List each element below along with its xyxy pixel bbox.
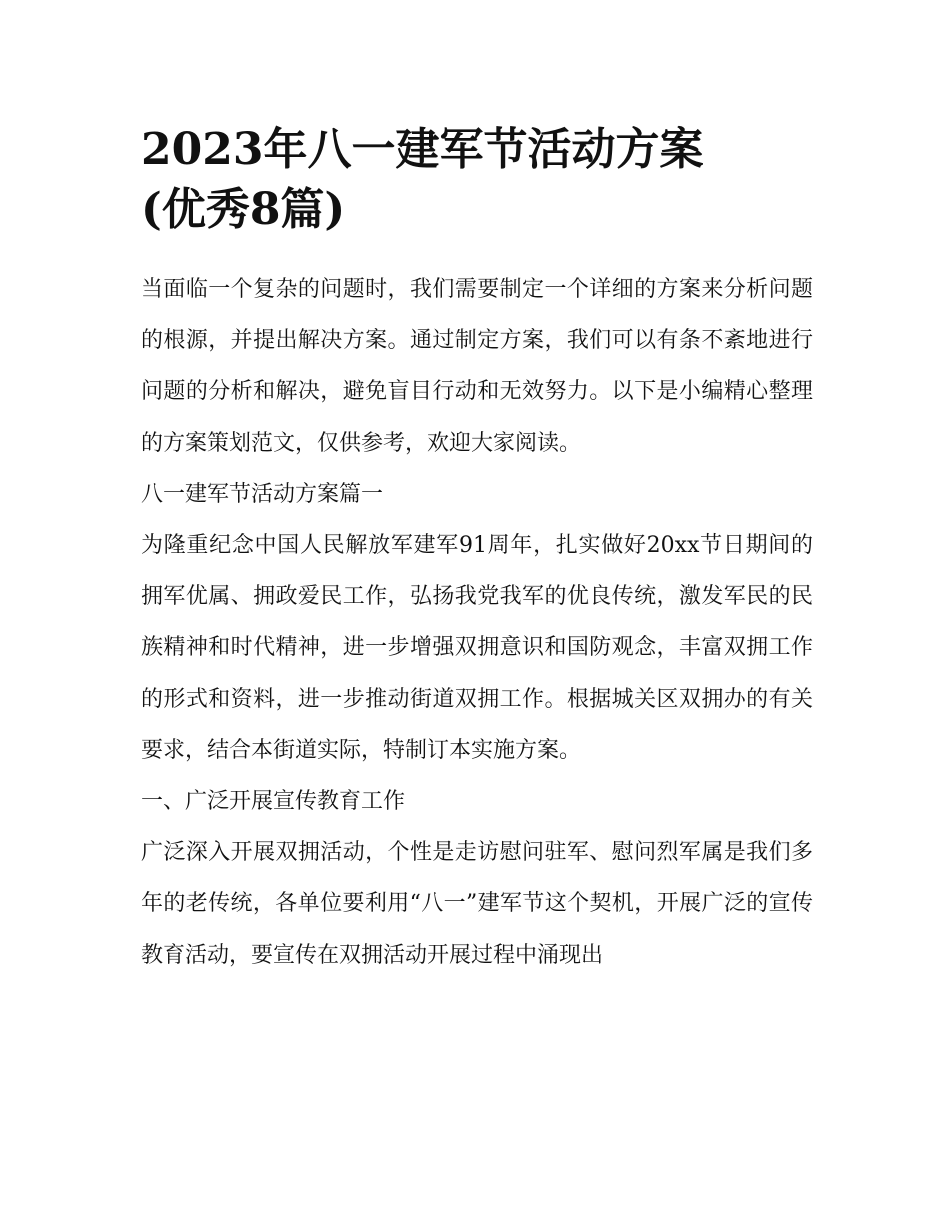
document-page	[141, 120, 813, 981]
section-heading-part-one: 八一建军节活动方案篇一	[141, 481, 384, 507]
section-heading-publicity: 一、广泛开展宣传教育工作	[141, 789, 406, 815]
title-line-1: 2023年八一建军节活动方案	[141, 124, 704, 175]
title-line-2: (优秀8篇)	[141, 184, 346, 235]
document-body	[141, 264, 813, 981]
body-paragraph: 广泛深入开展双拥活动，个性是走访慰问驻军、慰问烈军属是我们多年的老传统，各单位要利用“八一”建军节这个契机，开展广泛的宣传教育活动，要宣传在双拥活动开展过程中涌现出	[141, 840, 813, 968]
document-title	[141, 120, 813, 240]
body-paragraph: 为隆重纪念中国人民解放军建军91周年，扎实做好20xx节日期间的拥军优属、拥政爱民工作，弘扬我党我军的优良传统，激发军民的民族精神和时代精神，进一步增强双拥意识和国防观念，丰富双拥工作的形式和资料，进一步推动街道双拥工作。根据城关区双拥办的有关要求，结合本街道实际，特制订本实施方案。	[141, 533, 813, 763]
intro-paragraph: 当面临一个复杂的问题时，我们需要制定一个详细的方案来分析问题的根源，并提出解决方案。通过制定方案，我们可以有条不紊地进行问题的分析和解决，避免盲目行动和无效努力。以下是小编精心整理的方案策划范文，仅供参考，欢迎大家阅读。	[141, 277, 813, 456]
